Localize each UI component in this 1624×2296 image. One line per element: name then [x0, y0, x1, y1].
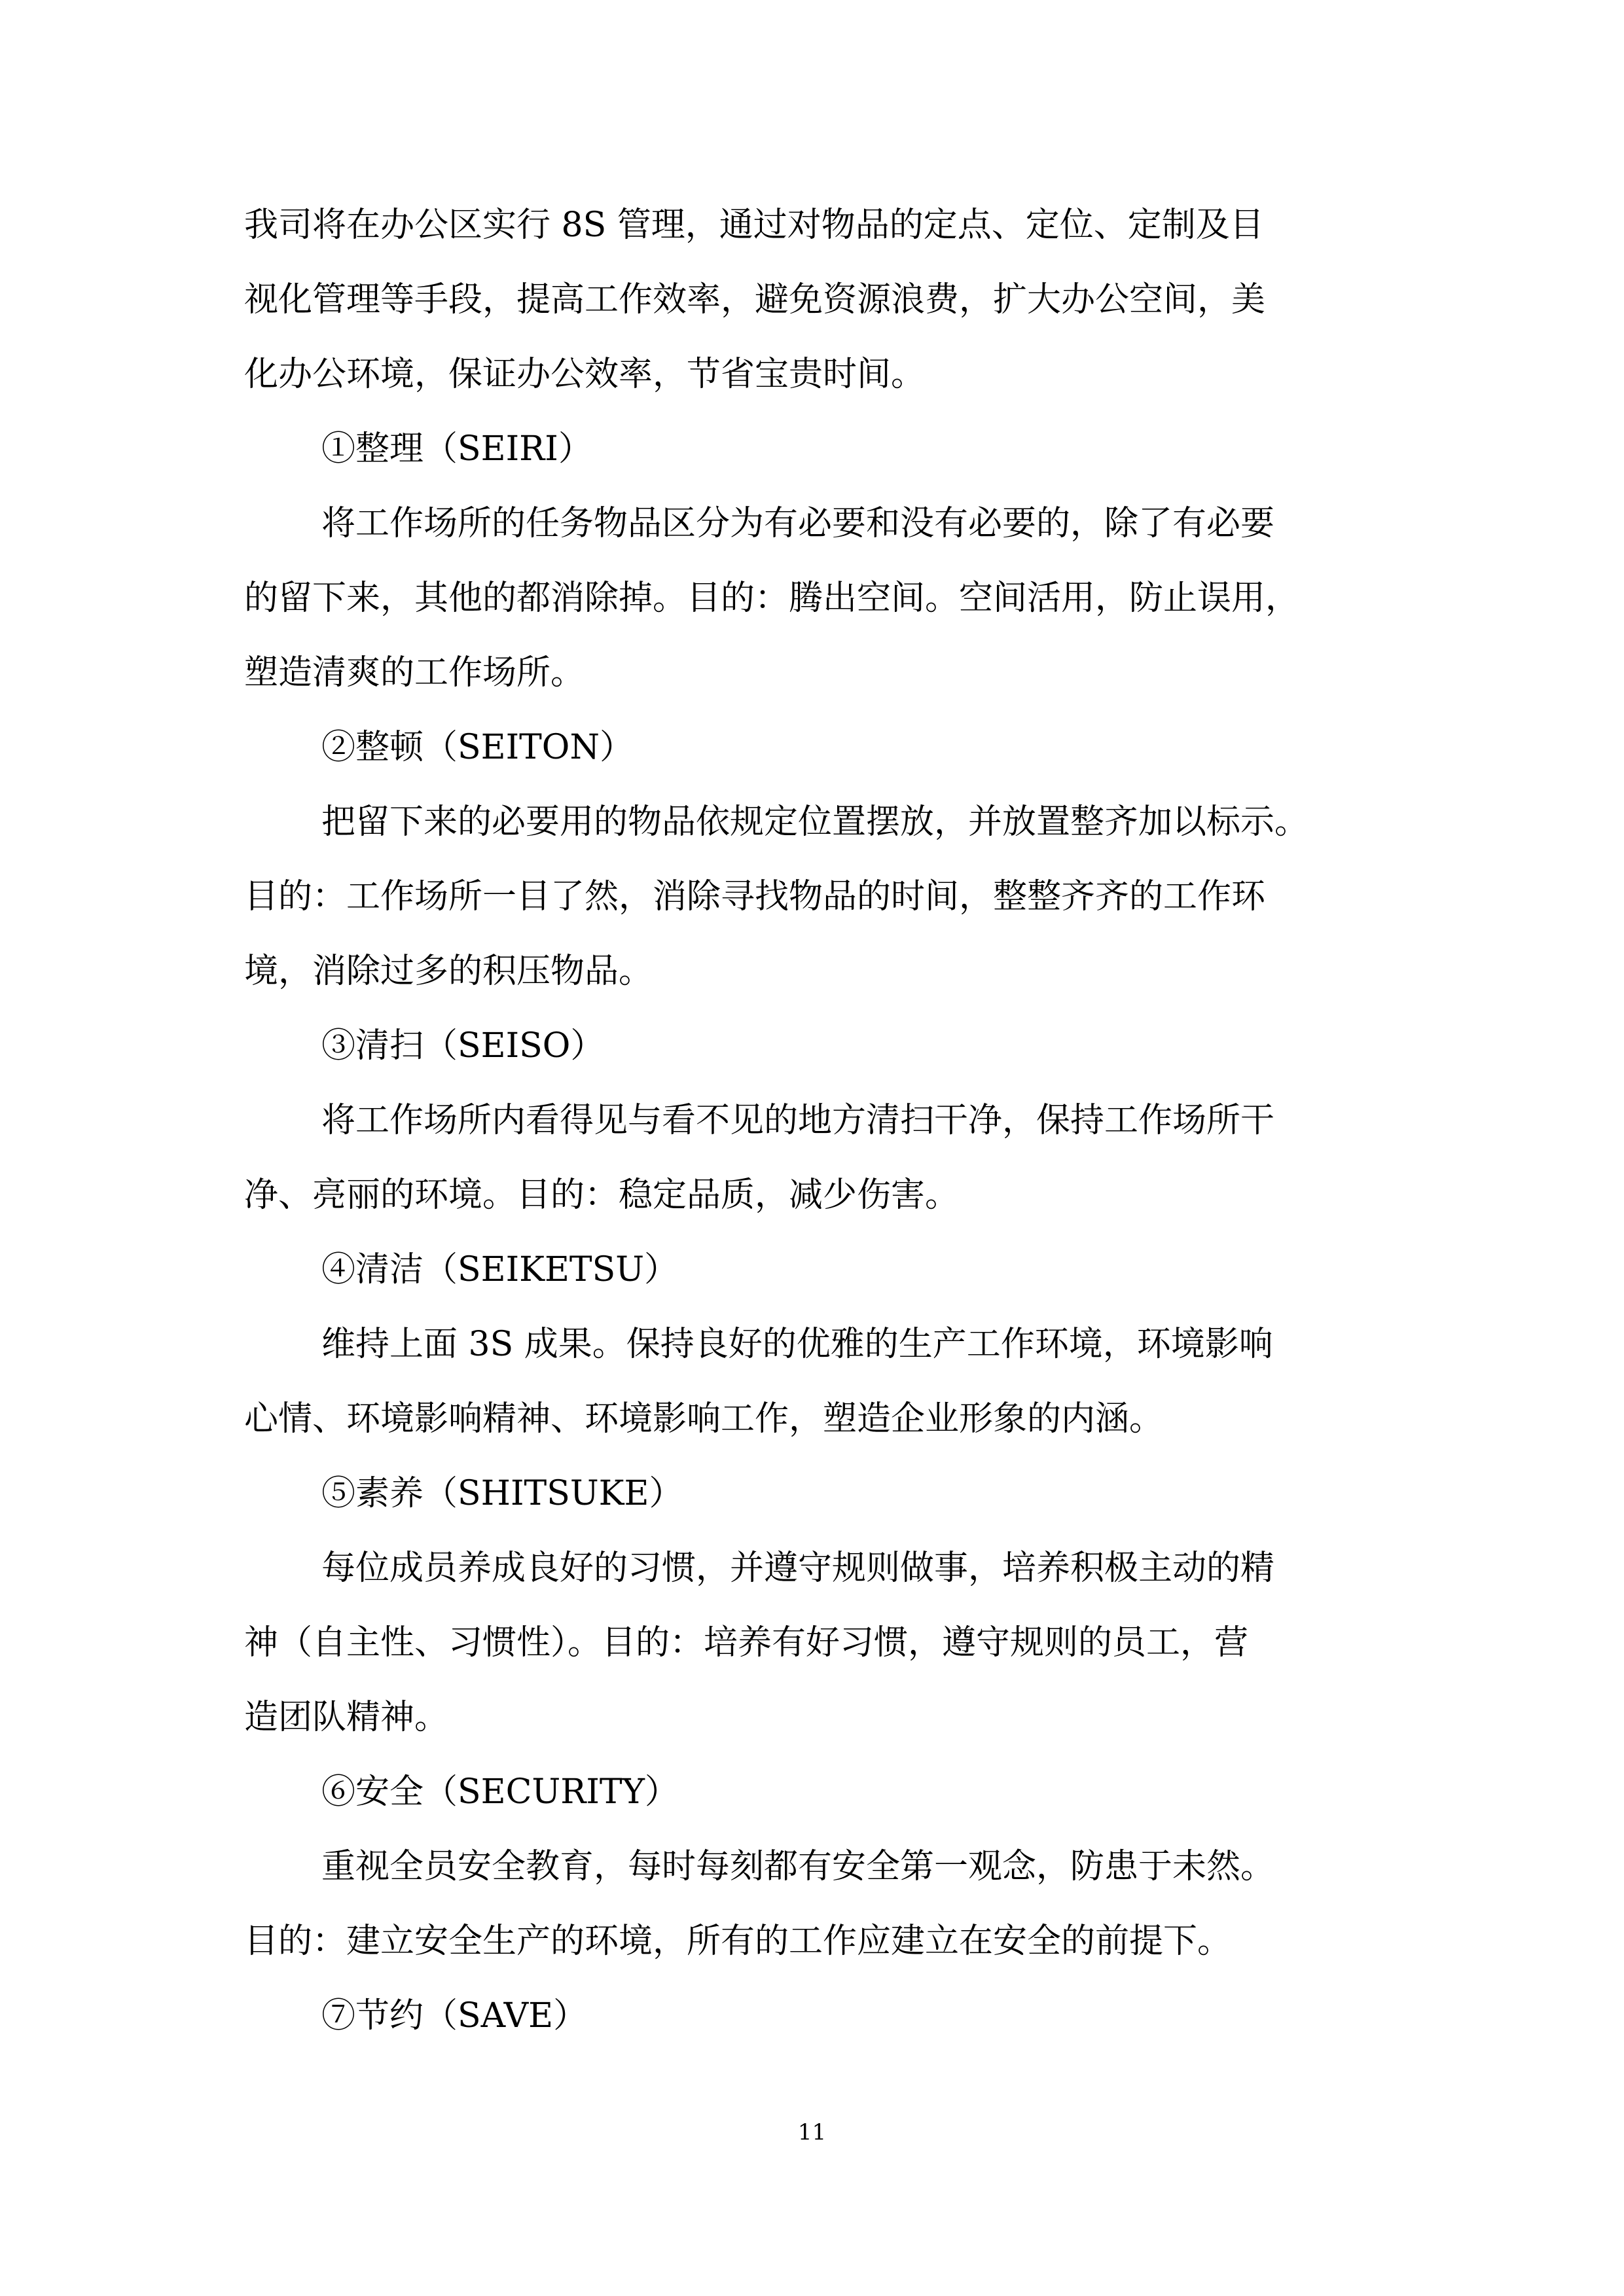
- text-line: 化办公环境，保证办公效率，节省宝贵时间。: [244, 355, 926, 394]
- text-line: ⑥安全（SECURITY）: [321, 1772, 679, 1812]
- text-line: 心情、环境影响精神、环境影响工作，塑造企业形象的内涵。: [244, 1399, 1164, 1439]
- text-line: 每位成员养成良好的习惯，并遵守规则做事，培养积极主动的精: [321, 1549, 1275, 1588]
- text-line: 目的：工作场所一目了然，消除寻找物品的时间，整整齐齐的工作环: [244, 877, 1266, 916]
- text-line: ④清洁（SEIKETSU）: [321, 1250, 679, 1289]
- text-line: ②整顿（SEITON）: [321, 728, 634, 767]
- text-line: 的留下来，其他的都消除掉。目的：腾出空间。空间活用，防止误用，: [244, 579, 1300, 618]
- text-line: 维持上面 3S 成果。保持良好的优雅的生产工作环境，环境影响: [321, 1325, 1273, 1364]
- text-line: ③清扫（SEISO）: [321, 1026, 605, 1066]
- page-number: 11: [797, 2119, 827, 2145]
- text-line: 神（自主性、习惯性）。目的：培养有好习惯，遵守规则的员工，营: [244, 1623, 1249, 1662]
- text-line: 将工作场所内看得见与看不见的地方清扫干净，保持工作场所干: [321, 1101, 1275, 1140]
- text-line: 境，消除过多的积压物品。: [244, 952, 653, 991]
- text-line: ⑤素养（SHITSUKE）: [321, 1474, 683, 1513]
- text-line: 净、亮丽的环境。目的：稳定品质，减少伤害。: [244, 1175, 960, 1215]
- text-line: 重视全员安全教育，每时每刻都有安全第一观念，防患于未然。: [321, 1847, 1275, 1886]
- text-line: 将工作场所的任务物品区分为有必要和没有必要的，除了有必要: [321, 504, 1275, 543]
- text-line: 塑造清爽的工作场所。: [244, 653, 585, 692]
- text-line: ⑦节约（SAVE）: [321, 1996, 588, 2036]
- body-text: [244, 188, 1399, 2053]
- text-line: 目的：建立安全生产的环境，所有的工作应建立在安全的前提下。: [244, 1922, 1232, 1961]
- text-line: 视化管理等手段，提高工作效率，避免资源浪费，扩大办公空间，美: [244, 280, 1266, 319]
- text-line: 造团队精神。: [244, 1698, 449, 1737]
- text-line: ①整理（SEIRI）: [321, 429, 592, 469]
- text-line: 我司将在办公区实行 8S 管理，通过对物品的定点、定位、定制及目: [244, 206, 1264, 245]
- text-line: 把留下来的必要用的物品依规定位置摆放，并放置整齐加以标示。: [321, 802, 1309, 842]
